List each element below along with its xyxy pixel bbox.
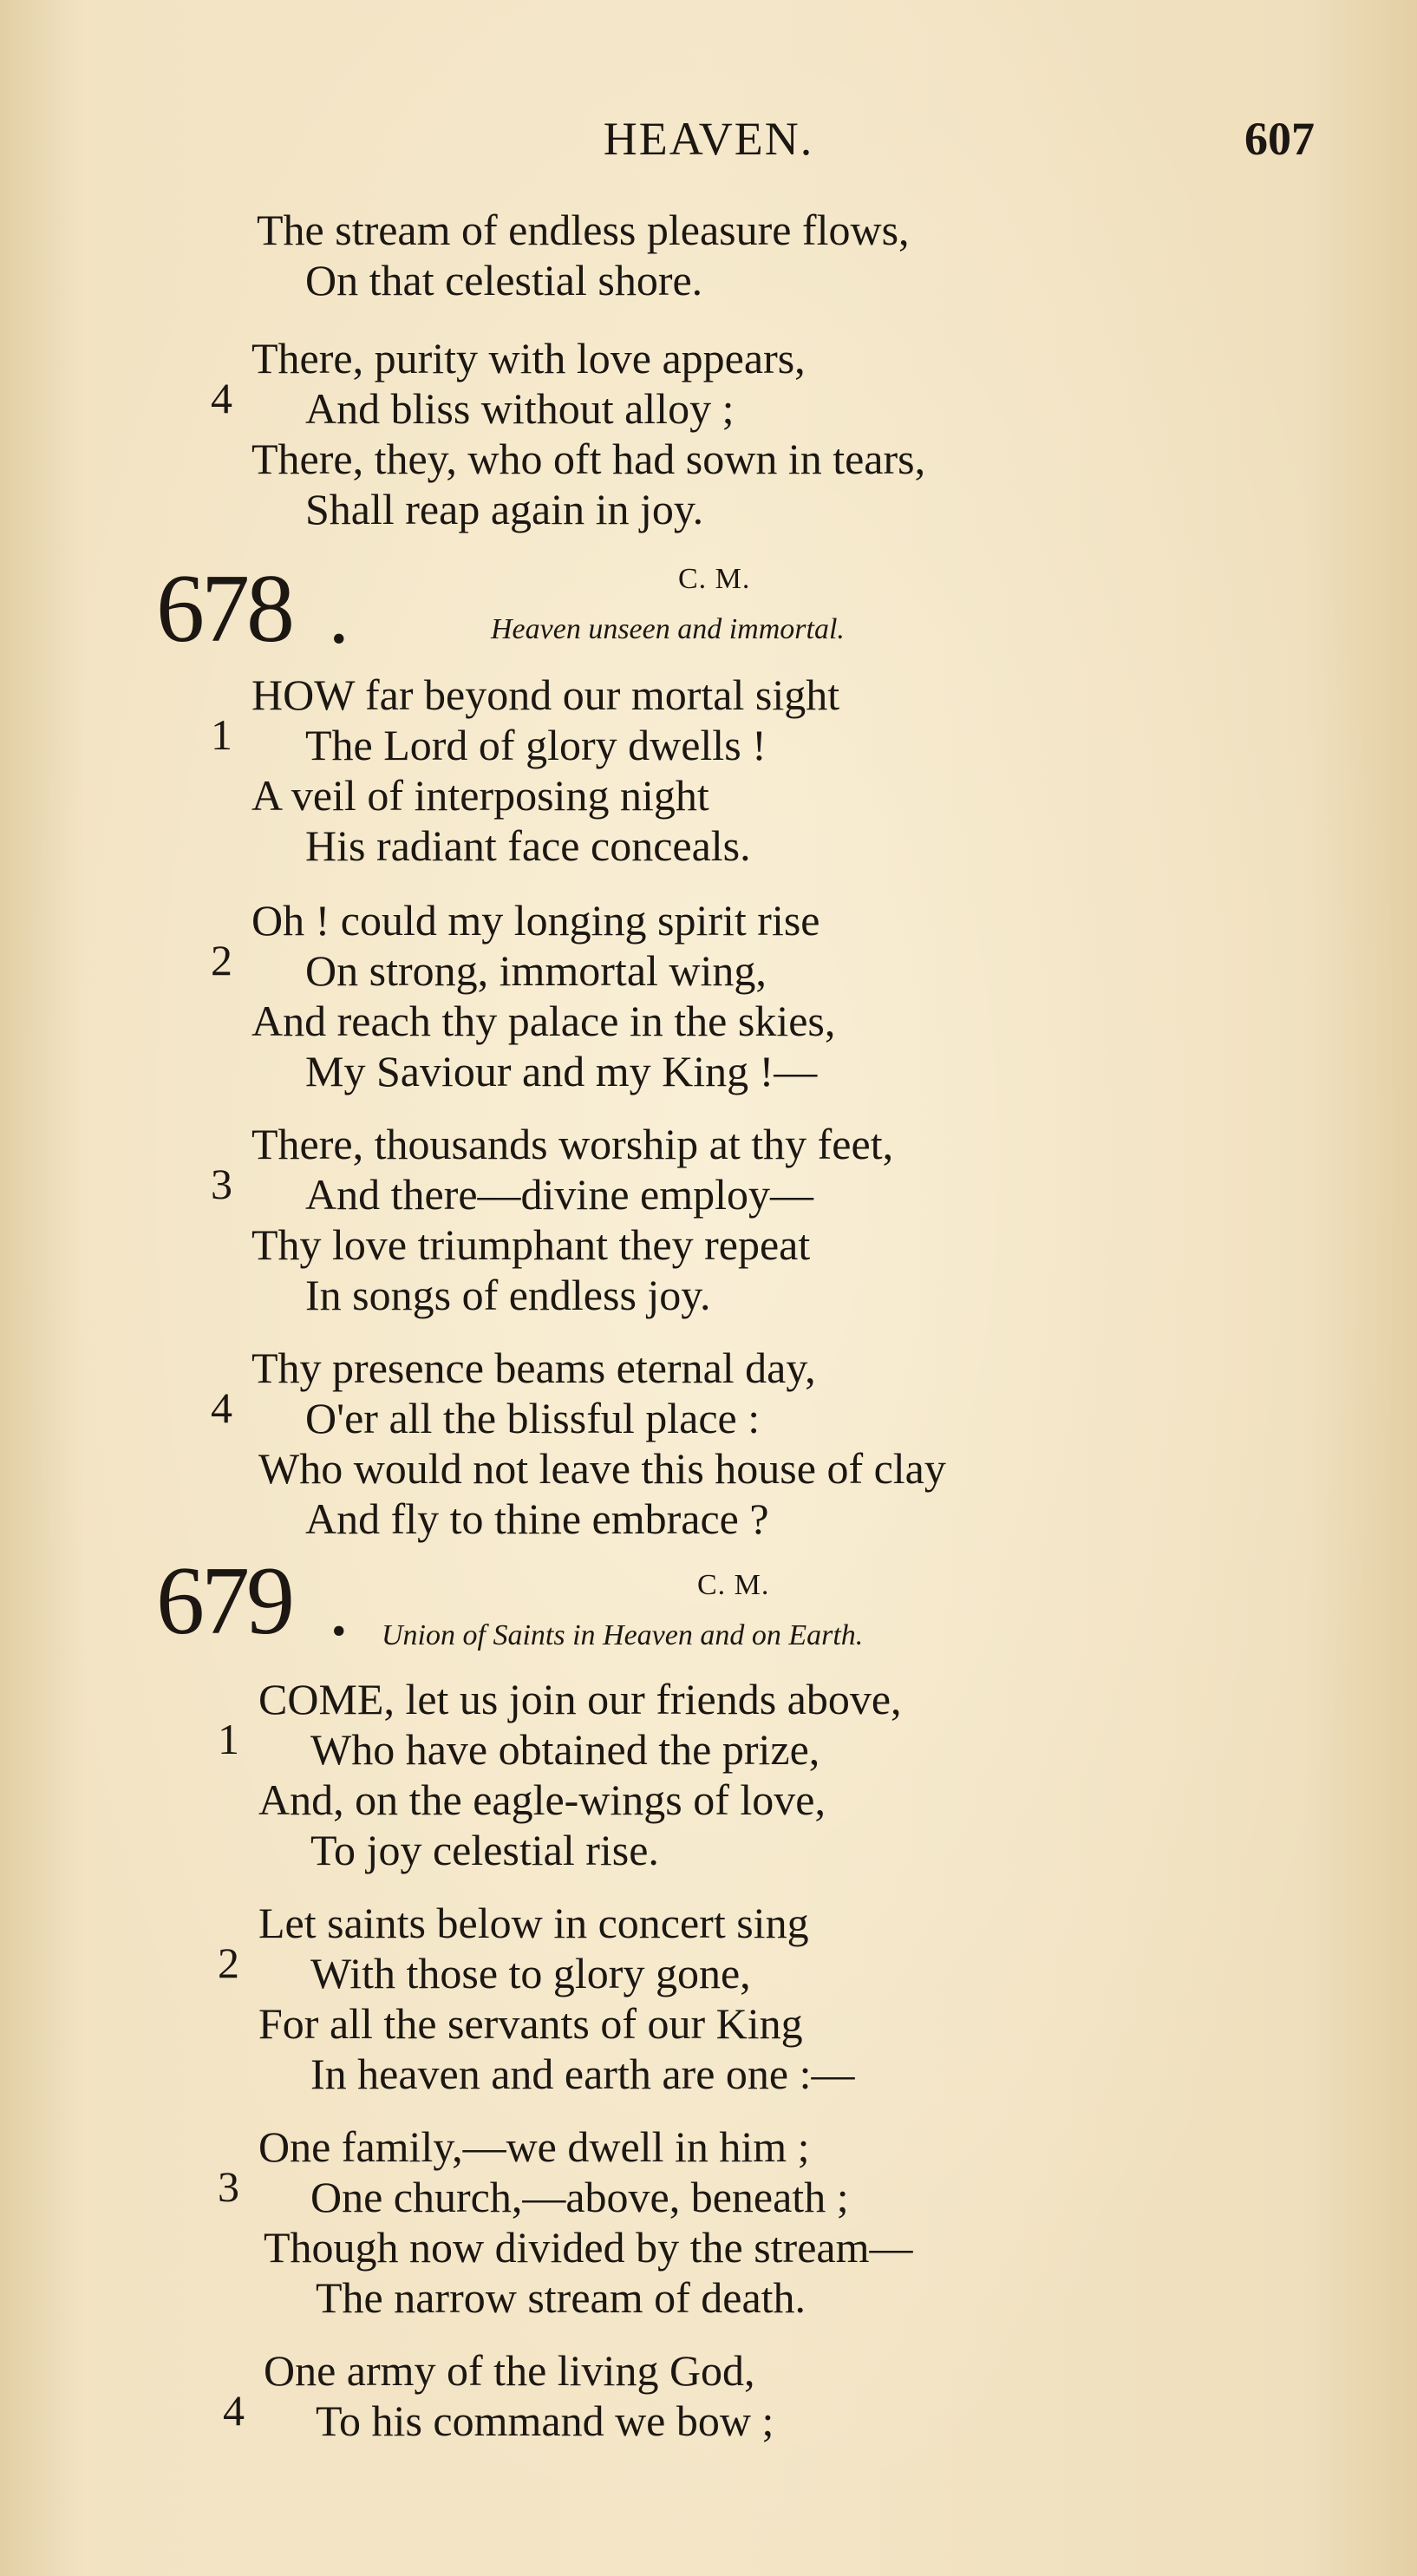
verse-line: With those to glory gone, — [310, 1949, 751, 1997]
verse-line: The Lord of glory dwells ! — [305, 721, 767, 769]
verse-line: 1 HOW far beyond our mortal sight — [211, 670, 840, 759]
verse-number: 2 — [218, 1939, 239, 1987]
verse-line: Thy love triumphant they repeat — [251, 1220, 811, 1269]
hymn-number-dot: . — [331, 1582, 347, 1649]
verse-line: Who have obtained the prize, — [310, 1725, 820, 1774]
verse-line: On strong, immortal wing, — [305, 946, 767, 995]
verse-line: 4 One army of the living God, — [223, 2346, 755, 2435]
hymn-subtitle: Union of Saints in Heaven and on Earth. — [382, 1619, 864, 1651]
verse-line: His radiant face conceals. — [305, 821, 751, 870]
verse-line: 4 Thy presence beams eternal day, — [211, 1344, 816, 1432]
verse-number: 4 — [211, 374, 232, 422]
verse-line: 3 One family,—we dwell in him ; — [218, 2122, 810, 2211]
verse-line: A veil of interposing night — [251, 771, 709, 820]
verse-line: There, they, who oft had sown in tears, — [251, 435, 926, 483]
verse-line: O'er all the blissful place : — [305, 1394, 761, 1442]
verse-number: 3 — [211, 1160, 232, 1208]
verse-line: And bliss without alloy ; — [305, 384, 735, 433]
hymn-number-dot: . — [331, 590, 347, 657]
verse-number: 4 — [211, 1383, 232, 1432]
verse-line: To his command we bow ; — [316, 2396, 774, 2445]
verse-line: And fly to thine embrace ? — [305, 1494, 769, 1543]
verse-line: Though now divided by the stream— — [264, 2223, 913, 2272]
hymn-number: 678 — [156, 555, 291, 663]
verse-line: For all the servants of our King — [258, 1999, 803, 2048]
page-number: 607 — [1244, 113, 1315, 165]
hymn-subtitle: Heaven unseen and immortal. — [491, 613, 845, 645]
verse-number: 1 — [218, 1715, 239, 1763]
verse-number: 3 — [218, 2162, 239, 2211]
continuation-line: On that celestial shore. — [305, 256, 703, 304]
hymn-meter: C. M. — [678, 563, 751, 595]
verse-number: 4 — [223, 2386, 245, 2435]
verse-line: One church,—above, beneath ; — [310, 2173, 849, 2221]
continuation-line: The stream of endless pleasure flows, — [257, 206, 910, 254]
verse-line: Who would not leave this house of clay — [258, 1444, 946, 1493]
verse-line: And, on the eagle-wings of love, — [258, 1775, 826, 1824]
verse-line: In songs of endless joy. — [305, 1271, 711, 1319]
verse-number: 1 — [211, 710, 232, 759]
verse-line: And reach thy palace in the skies, — [251, 997, 836, 1045]
running-head: HEAVEN. — [603, 113, 814, 165]
hymn-meter: C. M. — [697, 1569, 770, 1601]
verse-line: 1 COME, let us join our friends above, — [218, 1675, 902, 1763]
verse-line: The narrow stream of death. — [316, 2273, 806, 2322]
verse-line: Shall reap again in joy. — [305, 485, 704, 533]
verse-number: 2 — [211, 936, 232, 984]
verse-line: 2 Let saints below in concert sing — [218, 1899, 809, 1987]
verse-line: To joy celestial rise. — [310, 1826, 659, 1874]
hymn-number: 679 — [156, 1547, 291, 1655]
verse-line: In heaven and earth are one :— — [310, 2050, 855, 2098]
verse-line: 4 There, purity with love appears, — [211, 334, 806, 422]
verse-line: My Saviour and my King !— — [305, 1047, 818, 1095]
verse-line: 3 There, thousands worship at thy feet, — [211, 1120, 894, 1208]
verse-line: 2 Oh ! could my longing spirit rise — [211, 896, 820, 984]
verse-line: And there—divine employ— — [305, 1170, 813, 1219]
